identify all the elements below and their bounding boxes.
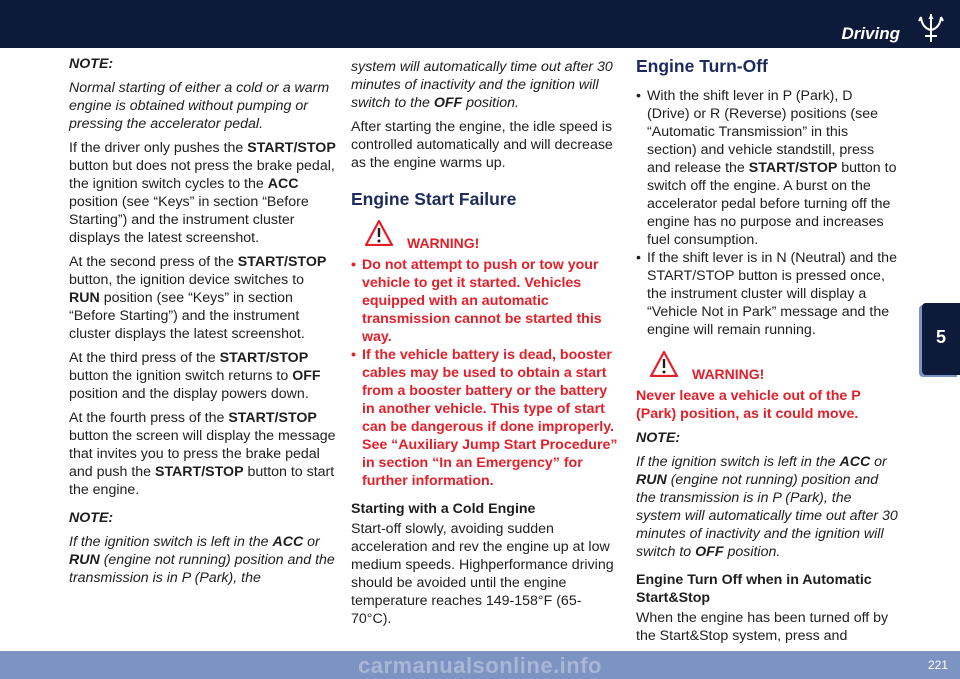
warning-item: • Do not attempt to push or tow your vehicle to get it started. Vehicles equipped with an automatic transmission cannot be started this way.: [351, 256, 621, 346]
warning-triangle-icon: [365, 220, 393, 246]
page-header: [0, 0, 960, 48]
section-title: Driving: [841, 24, 900, 43]
paragraph: At the second press of the START/STOP button, the ignition device switches to RUN position (see “Keys” in section “Before Starting”) and the instrument cluster displays the latest screenshot.: [69, 254, 327, 342]
note-label: NOTE:: [636, 430, 681, 446]
column-left: [69, 55, 337, 593]
list-item: • If the shift lever is in N (Neutral) and the START/STOP button is pressed once, the instrument cluster will display a “Vehicle Not in Park” message and the engine will remain running.: [636, 249, 898, 339]
paragraph: At the third press of the START/STOP button the ignition switch returns to OFF position and the display powers down.: [69, 350, 321, 402]
paragraph: If the driver only pushes the START/STOP button but does not press the brake pedal, the ignition switch cycles to the ACC position (see “Keys” in section “Before Starting”) and the instrument cluster displays the latest screenshot.: [69, 140, 336, 246]
warning-list: [351, 256, 621, 490]
trident-logo-icon: [916, 12, 946, 44]
paragraph: At the fourth press of the START/STOP button the screen will display the message that invites you to press the brake pedal and push the START/STOP button to start the engine.: [69, 410, 336, 498]
warning-label: WARNING!: [407, 235, 480, 251]
note-text: If the ignition switch is left in the ACC or RUN (engine not running) position and the transmission is in P (Park), the system will automatically time out after 30 minutes of inactivity and the ignition will switch to OFF position.: [636, 454, 898, 560]
subheading: Engine Turn Off when in Automatic Start&Stop: [636, 572, 872, 606]
warning-header: [636, 351, 898, 385]
warning-label: WARNING!: [692, 366, 765, 382]
paragraph: When the engine has been turned off by the Start&Stop system, press and: [636, 610, 889, 644]
page-number: 221: [927, 658, 948, 672]
paragraph: After starting the engine, the idle speed is controlled automatically and will decrease as the engine warms up.: [351, 119, 613, 171]
column-right: [636, 55, 898, 651]
warning-text: Never leave a vehicle out of the P (Park) position, as it could move.: [636, 388, 861, 422]
note-continuation: system will automatically time out after 30 minutes of inactivity and the ignition will switch to the OFF position.: [351, 59, 613, 111]
paragraph: Start-off slowly, avoiding sudden acceleration and rev the engine up at low medium speeds. Highperformance driving should be avoided until the engine temperature reaches 149-158°F (65-70°C).: [351, 521, 614, 627]
subheading: Starting with a Cold Engine: [351, 501, 536, 517]
watermark: carmanualsonline.info: [358, 653, 602, 678]
list-item: • With the shift lever in P (Park), D (Drive) or R (Reverse) positions (see “Automatic Transmission” in this section) and vehicle standstill, press and release the START/STOP button to switch off the engine. A burst on the accelerator pedal before turning off the engine has no purpose and increases fuel consumption.: [636, 87, 898, 249]
warning-item: • If the vehicle battery is dead, booster cables may be used to obtain a start from a booster battery or the battery in another vehicle. This type of start can be dangerous if done improperly. See “Auxiliary Jump Start Procedure” in section “In an Emergency” for further information.: [351, 346, 621, 490]
note-label: NOTE:: [69, 56, 114, 72]
page-footer: [0, 651, 960, 679]
chapter-tab: [922, 303, 960, 375]
bullet-list: [636, 87, 898, 339]
section-heading: Engine Turn-Off: [636, 56, 768, 76]
warning-header: [351, 220, 621, 254]
chapter-number: 5: [935, 327, 946, 347]
note-text: If the ignition switch is left in the ACC or RUN (engine not running) position and the transmission is in P (Park), the: [69, 534, 335, 586]
section-heading: Engine Start Failure: [351, 189, 517, 209]
warning-triangle-icon: [650, 351, 678, 377]
note-label: NOTE:: [69, 510, 114, 526]
note-text: Normal starting of either a cold or a warm engine is obtained without pumping or pressing the accelerator pedal.: [69, 80, 330, 132]
column-middle: [351, 58, 621, 634]
